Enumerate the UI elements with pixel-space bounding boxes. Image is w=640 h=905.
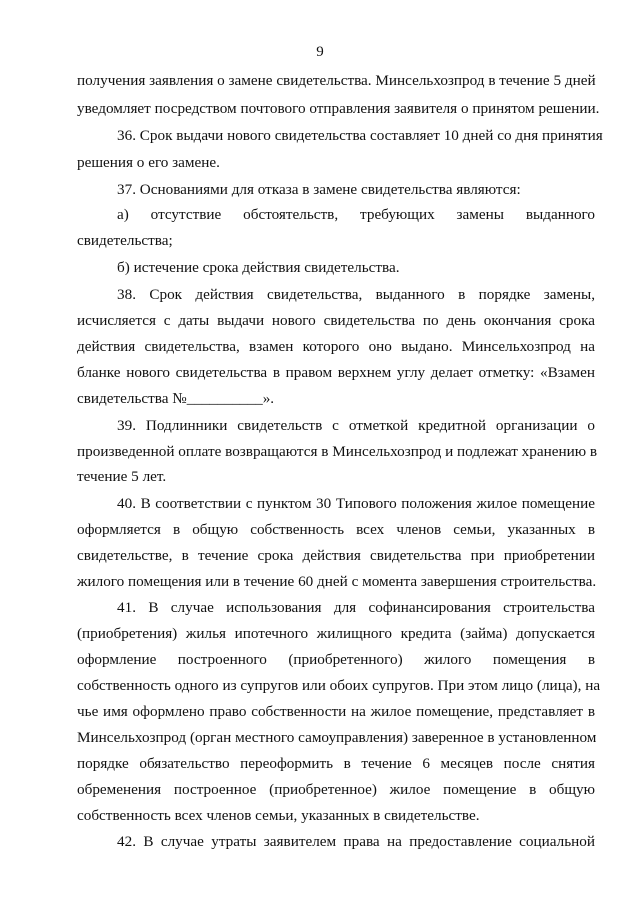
text-line: порядке обязательство переоформить в течение 6 месяцев после снятия — [77, 755, 595, 772]
text-line: 39. Подлинники свидетельств с отметкой кредитной организации о — [117, 417, 595, 434]
text-line: (приобретения) жилья ипотечного жилищного кредита (займа) допускается — [77, 625, 595, 642]
text-line: обременения построенное (приобретенное) жилое помещение в общую — [77, 781, 595, 798]
text-line: 37. Основаниями для отказа в замене свидетельства являются: — [117, 181, 521, 198]
text-line: 38. Срок действия свидетельства, выданного в порядке замены, — [117, 286, 595, 303]
text-line: исчисляется с даты выдачи нового свидетельства по день окончания срока — [77, 312, 595, 329]
text-line: свидетельстве, в течение срока действия свидетельства при приобретении — [77, 547, 595, 564]
text-line: Минсельхозпрод (орган местного самоуправления) заверенное в установленном — [77, 729, 597, 746]
text-line: уведомляет посредством почтового отправления заявителя о принятом решении. — [77, 100, 600, 117]
text-line: 36. Срок выдачи нового свидетельства составляет 10 дней со дня принятия — [117, 127, 603, 144]
text-line: 41. В случае использования для софинансирования строительства — [117, 599, 595, 616]
text-line: б) истечение срока действия свидетельства. — [117, 259, 400, 276]
text-line: действия свидетельства, взамен которого оно выдано. Минсельхозпрод на — [77, 338, 595, 355]
text-line: жилого помещения или в течение 60 дней с момента завершения строительства. — [77, 573, 597, 590]
text-line: а) отсутствие обстоятельств, требующих замены выданного — [117, 206, 595, 223]
text-line: собственность всех членов семьи, указанных в свидетельстве. — [77, 807, 480, 824]
text-line: чье имя оформлено право собственности на жилое помещение, представляет в — [77, 703, 595, 720]
text-line: течение 5 лет. — [77, 468, 167, 485]
text-line: произведенной оплате возвращаются в Минсельхозпрод и подлежат хранению в — [77, 443, 598, 460]
text-line: собственность одного из супругов или обоих супругов. При этом лицо (лица), на — [77, 677, 601, 694]
text-line: бланке нового свидетельства в правом верхнем углу делает отметку: «Взамен — [77, 364, 595, 381]
text-line: оформляется в общую собственность всех членов семьи, указанных в — [77, 521, 595, 538]
text-line: решения о его замене. — [77, 154, 220, 171]
text-line: получения заявления о замене свидетельства. Минсельхозпрод в течение 5 дней — [77, 72, 596, 89]
text-line: свидетельства №__________». — [77, 390, 275, 407]
page-number: 9 — [316, 44, 324, 60]
text-line: 42. В случае утраты заявителем права на предоставление социальной — [117, 833, 595, 850]
text-line: свидетельства; — [77, 232, 173, 249]
text-line: 40. В соответствии с пунктом 30 Типового положения жилое помещение — [117, 495, 595, 512]
text-line: оформление построенного (приобретенного) жилого помещения в — [77, 651, 595, 668]
